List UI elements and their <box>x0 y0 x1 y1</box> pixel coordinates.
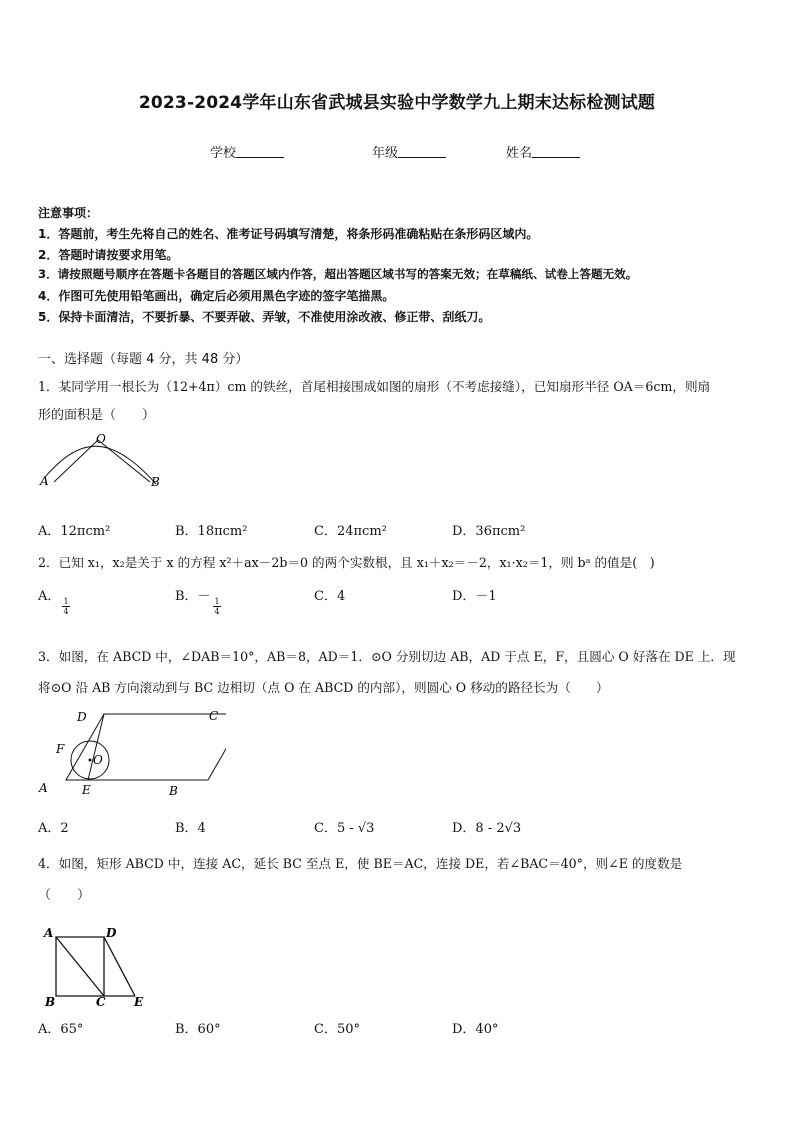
segment-de <box>88 714 104 780</box>
label-a: A <box>44 926 54 940</box>
q2-option-a[interactable] <box>38 585 69 616</box>
fraction <box>213 597 221 616</box>
center-point <box>89 759 92 762</box>
q4-text-line2: （ ） <box>38 888 91 903</box>
label-d: D <box>77 710 87 724</box>
q2-option-b[interactable] <box>175 585 220 616</box>
note-item: 3．请按照题号顺序在答题卡各题目的答题区域内作答，超出答题区域书写的答案无效；在草稿纸、试卷上答题无效。 <box>38 267 638 281</box>
label-d: D <box>106 926 117 940</box>
name-label: 姓名 <box>506 146 533 161</box>
name-blank <box>532 145 580 158</box>
q4-option-b[interactable]: B．60° <box>175 1022 221 1037</box>
label-c: C <box>96 995 106 1009</box>
label-a: A <box>40 474 49 488</box>
school-label: 学校 <box>210 146 237 161</box>
label-o: O <box>93 753 103 767</box>
q4-option-c[interactable]: C．50° <box>314 1022 360 1037</box>
q3-parallelogram-figure <box>36 704 226 804</box>
grade-label: 年级 <box>372 146 399 161</box>
label-c: C <box>209 709 219 723</box>
q3-text-line2: 将⊙O 沿 AB 方向滚动到与 BC 边相切（点 O 在 ABCD 的内部），则圆心 O 移动的路径长为（ ） <box>38 680 609 695</box>
q4-option-d[interactable]: D．40° <box>452 1022 499 1037</box>
page-title: 2023-2024学年山东省武城县实验中学数学九上期末达标检测试题 <box>138 93 656 113</box>
q1-option-b[interactable]: B．18πcm² <box>175 524 248 539</box>
segment-ac <box>56 937 104 996</box>
label-b: B <box>169 784 178 798</box>
note-item: 1．答题前，考生先将自己的姓名、准考证号码填写清楚，将条形码准确粘贴在条形码区域内。 <box>38 227 539 241</box>
q1-text-line2: 形的面积是（ ） <box>38 408 156 423</box>
label-o: O <box>96 432 106 446</box>
q2-text: 2．已知 x₁，x₂是关于 x 的方程 x²＋ax－2b＝0 的两个实数根，且 x₁＋x₂＝－2，x₁·x₂＝1，则 bᵃ 的值是( ) <box>38 555 655 570</box>
q1-text-line1: 1．某同学用一根长为（12+4π）cm 的铁丝，首尾相接围成如图的扇形（不考虑接缝），已知扇形半径 OA＝6cm，则扇 <box>38 379 711 394</box>
label-e: E <box>134 995 144 1009</box>
label-f: F <box>56 742 65 756</box>
school-field <box>210 142 284 161</box>
q1-sector-figure <box>38 430 168 496</box>
label-b: B <box>45 995 56 1009</box>
q2-option-a-label: A． <box>38 589 61 604</box>
q3-option-c[interactable]: C．5 - √3 <box>314 821 375 836</box>
label-a: A <box>39 781 48 795</box>
notes-heading: 注意事项： <box>38 206 99 220</box>
segment-de <box>104 937 135 996</box>
fraction-denominator: 4 <box>63 607 69 616</box>
q2-option-b-label: B．－ <box>175 589 211 604</box>
label-e: E <box>82 783 91 797</box>
q3-option-d[interactable]: D．8 - 2√3 <box>452 821 522 836</box>
q1-option-a[interactable]: A．12πcm² <box>38 524 111 539</box>
q2-option-c[interactable]: C．4 <box>314 589 346 604</box>
name-field <box>506 142 580 161</box>
school-blank <box>236 145 284 158</box>
note-item: 4．作图可先使用铅笔画出，确定后必须用黑色字迹的签字笔描黑。 <box>38 289 395 303</box>
note-item: 5．保持卡面清洁，不要折暴、不要弄破、弄皱，不准使用涂改液、修正带、刮纸刀。 <box>38 310 491 324</box>
q3-option-b[interactable]: B．4 <box>175 821 206 836</box>
sector-arc <box>46 446 156 484</box>
q1-option-c[interactable]: C．24πcm² <box>314 524 387 539</box>
q1-option-d[interactable]: D．36πcm² <box>452 524 526 539</box>
grade-field <box>372 142 446 161</box>
label-b: B <box>151 475 160 489</box>
note-item: 2．答题时请按要求用笔。 <box>38 248 179 262</box>
q3-option-a[interactable]: A．2 <box>38 821 69 836</box>
fraction-numerator: 1 <box>214 597 220 606</box>
q3-text-line1: 3．如图，在 ABCD 中，∠DAB＝10°，AB＝8，AD＝1．⊙O 分别切边 AB，AD 于点 E，F，且圆心 O 好落在 DE 上．现 <box>38 649 736 664</box>
q4-text-line1: 4．如图，矩形 ABCD 中，连接 AC，延长 BC 至点 E，使 BE＝AC，连接 DE，若∠BAC＝40°，则∠E 的度数是 <box>38 856 683 871</box>
fraction <box>62 597 70 616</box>
grade-blank <box>398 145 446 158</box>
q2-option-d[interactable]: D．－1 <box>452 589 497 604</box>
q4-option-a[interactable]: A．65° <box>38 1022 84 1037</box>
section-heading: 一、选择题（每题 4 分，共 48 分） <box>38 352 249 367</box>
fraction-denominator: 4 <box>214 607 220 616</box>
q4-rectangle-figure <box>36 922 156 1012</box>
fraction-numerator: 1 <box>63 597 69 606</box>
